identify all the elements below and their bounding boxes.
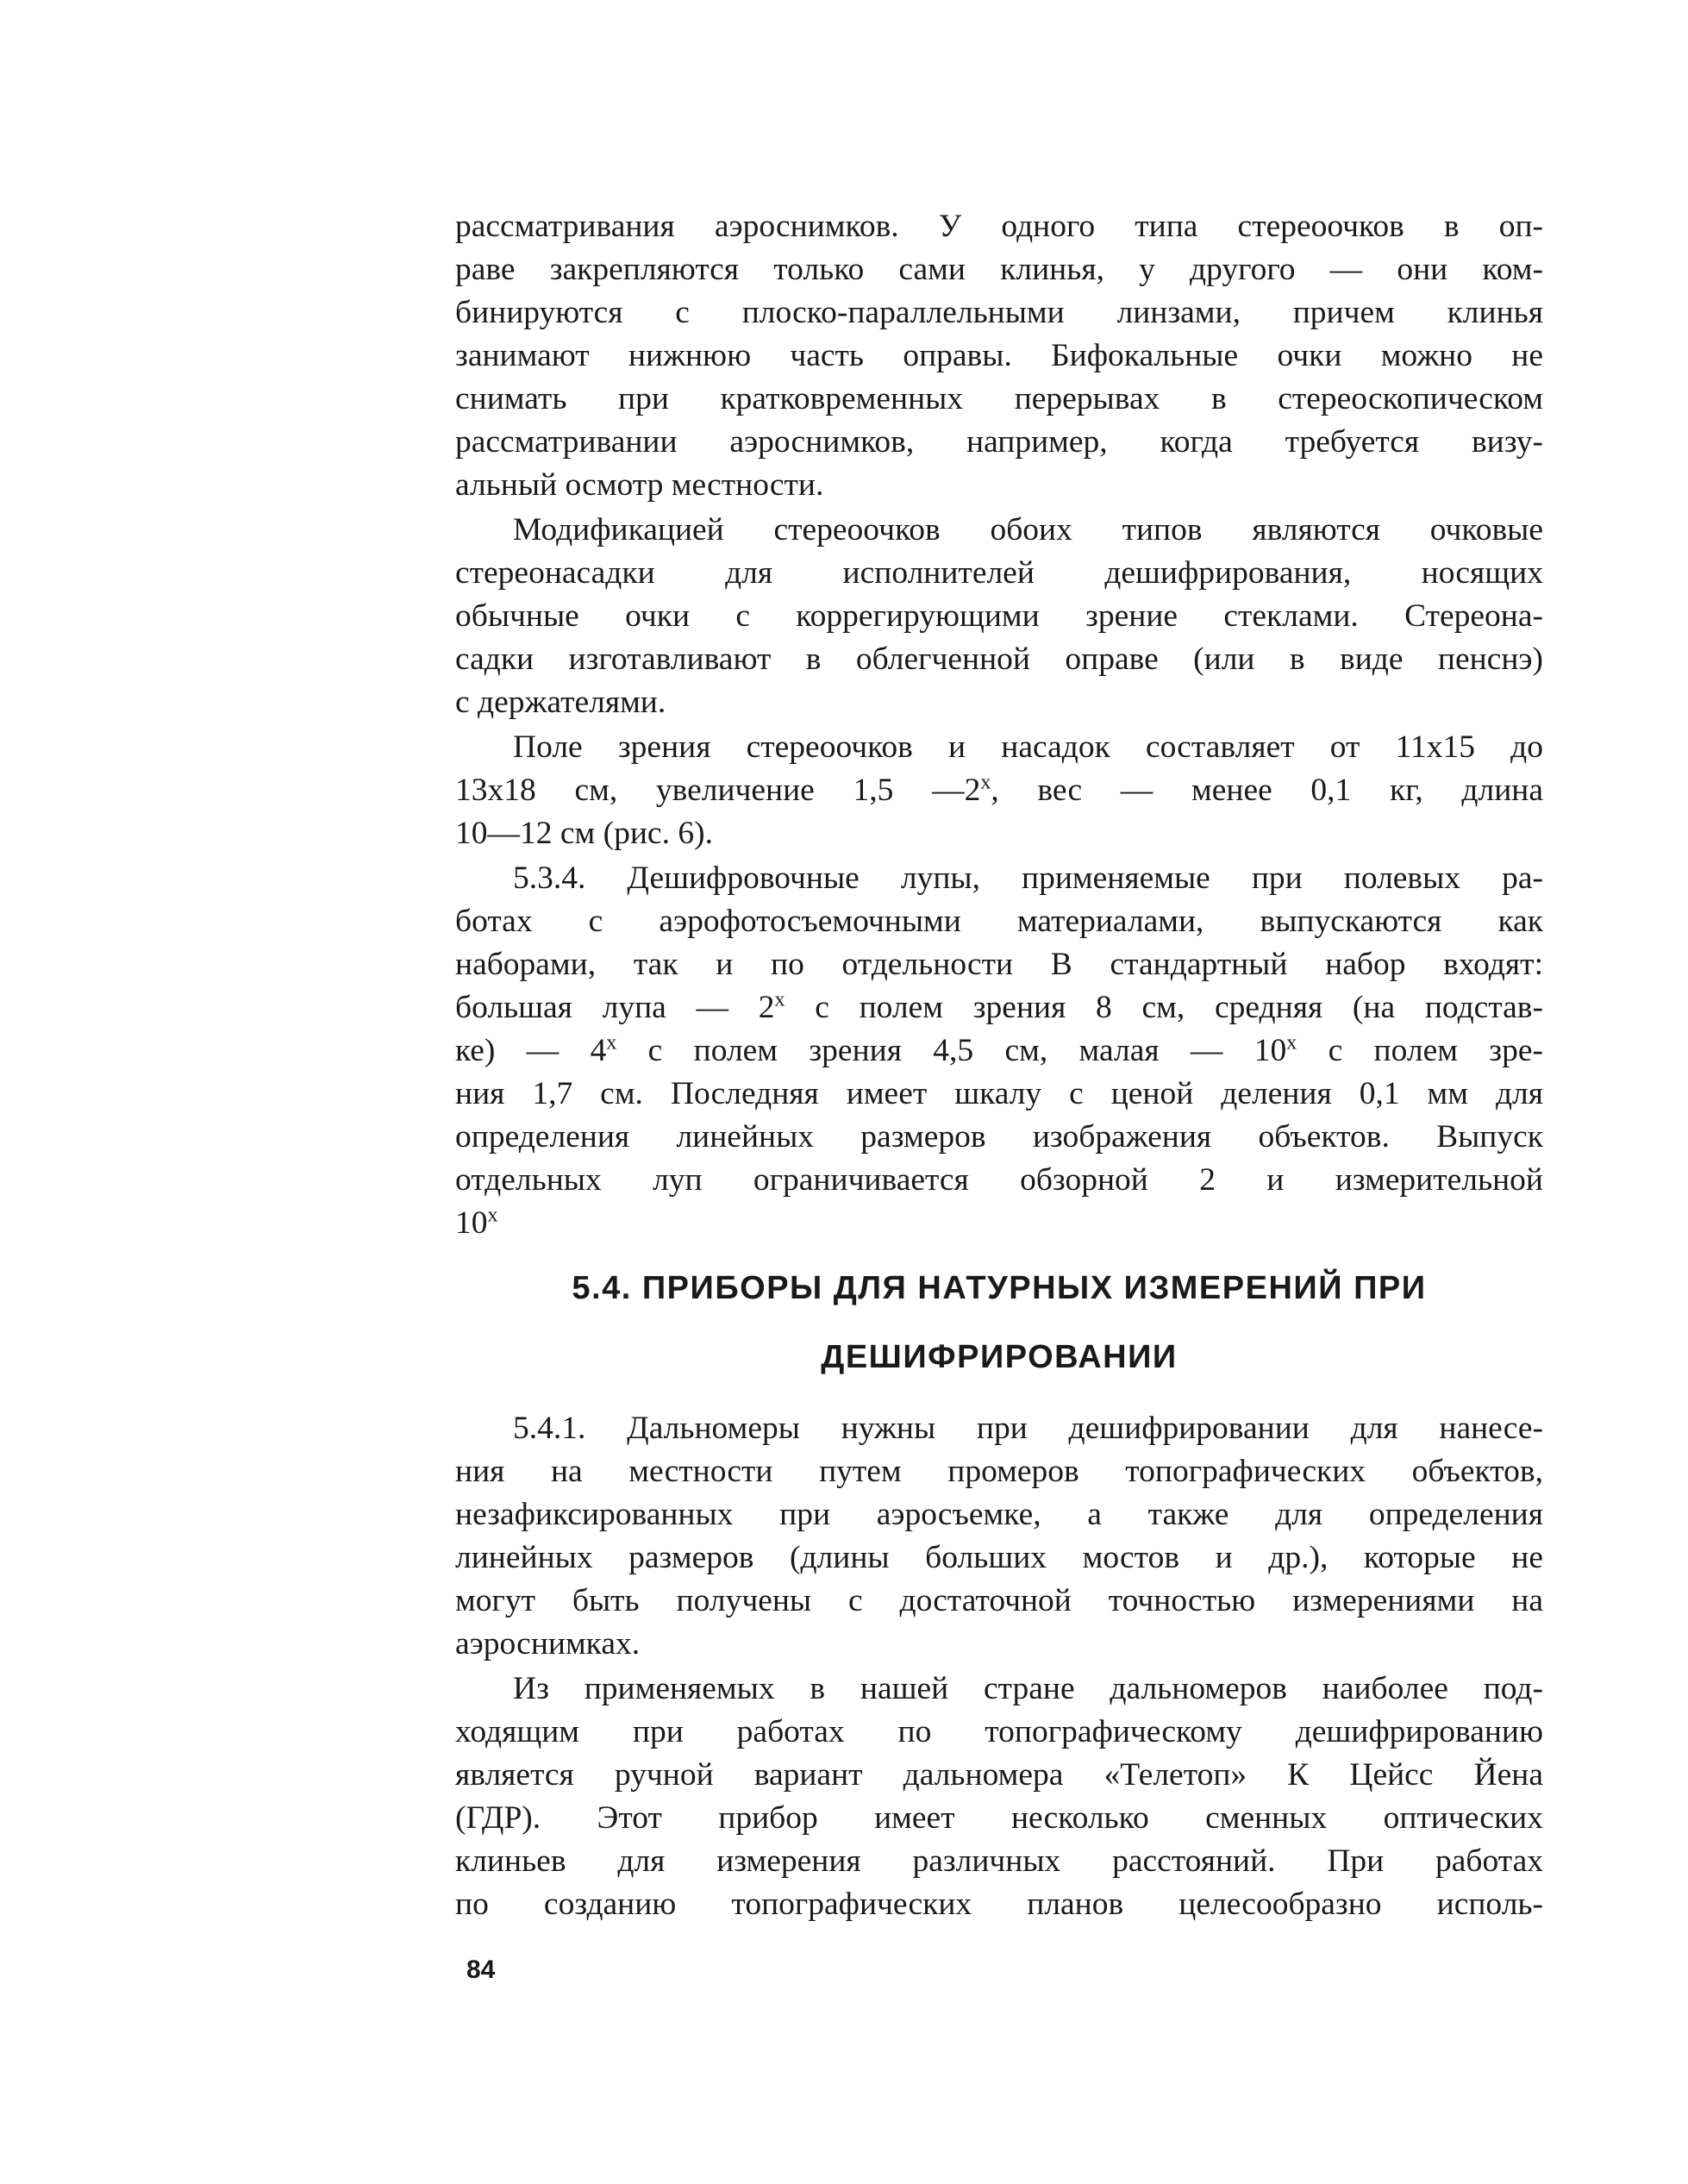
text-line: бинируются с плоско-параллельными линзами, причем клинья (455, 295, 1543, 330)
paragraph-rangefinders (455, 1407, 1543, 1666)
text-line: с держателями. (455, 685, 666, 720)
superscript: х (1286, 1031, 1297, 1054)
text-line: определения линейных размеров изображения объектов. Выпуск (455, 1119, 1543, 1155)
section-heading-line: ДЕШИФРИРОВАНИИ (821, 1339, 1178, 1375)
text-line: Из применяемых в нашей стране дальномеров наиболее под- (513, 1671, 1543, 1706)
text-line: ботах с аэрофотосъемочными материалами, выпускаются как (455, 904, 1543, 939)
text-line: клиньев для измерения различных расстояний. При работах (455, 1843, 1543, 1879)
superscript: х (774, 988, 785, 1011)
text-line: является ручной вариант дальномера «Телетоп» К Цейсс Йена (455, 1757, 1543, 1793)
text-line (455, 986, 1543, 1029)
paragraph-teletop (455, 1668, 1543, 1926)
superscript: х (606, 1031, 617, 1054)
text-fragment: 13х18 см, увеличение 1,5 —2 (455, 773, 981, 808)
text-line: незафиксированных при аэросъемке, а также для определения (455, 1497, 1543, 1532)
text-line: стереонасадки для исполнителей дешифрирования, носящих (455, 555, 1543, 591)
text-line: линейных размеров (длины больших мостов и др.), которые не (455, 1540, 1543, 1575)
superscript: х (980, 771, 991, 794)
text-line: обычные очки с коррегирующими зрение стеклами. Стереона- (455, 598, 1543, 634)
text-line: 5.3.4. Дешифровочные лупы, применяемые при полевых ра- (513, 860, 1543, 896)
page-number: 84 (466, 1956, 496, 1984)
text-fragment: большая лупа — 2 (455, 990, 775, 1025)
text-line: рассматривания аэроснимков. У одного типа стереоочков в оп- (455, 209, 1543, 244)
superscript: х (487, 1204, 498, 1227)
text-line: могут быть получены с достаточной точностью измерениями на (455, 1583, 1543, 1618)
text-line: наборами, так и по отдельности В стандартный набор входят: (455, 947, 1543, 982)
text-fragment: , вес — менее 0,1 кг, длина (991, 773, 1543, 808)
text-line: 10—12 см (рис. 6). (455, 816, 713, 851)
paragraph-stereo-attachments (455, 509, 1543, 724)
text-fragment: ке) — 4 (455, 1033, 607, 1068)
text-line: ходящим при работах по топографическому дешифрированию (455, 1714, 1543, 1749)
text-line (455, 1029, 1543, 1073)
paragraph-magnifiers (455, 857, 1543, 1245)
text-line: снимать при кратковременных перерывах в стереоскопическом (455, 381, 1543, 416)
text-line: занимают нижнюю часть оправы. Бифокальные очки можно не (455, 338, 1543, 373)
section-heading-line: 5.4. ПРИБОРЫ ДЛЯ НАТУРНЫХ ИЗМЕРЕНИЙ ПРИ (572, 1270, 1427, 1306)
text-fragment: с полем зре- (1297, 1033, 1543, 1068)
text-line: Модификацией стереоочков обоих типов являются очковые (513, 512, 1543, 548)
text-line: Поле зрения стереоочков и насадок составляет от 11х15 до (513, 729, 1543, 765)
paragraph-field-of-view (455, 726, 1543, 855)
text-line: 5.4.1. Дальномеры нужны при дешифрировании для нанесе- (513, 1411, 1543, 1446)
text-fragment: с полем зрения 8 см, средняя (на подстав- (785, 990, 1543, 1025)
text-line: рассматривании аэроснимков, например, когда требуется визу- (455, 424, 1543, 460)
text-fragment: 10 (455, 1205, 488, 1241)
text-fragment: с полем зрения 4,5 см, малая — 10 (616, 1033, 1287, 1068)
text-line: (ГДР). Этот прибор имеет несколько сменных оптических (455, 1800, 1543, 1836)
text-line: раве закрепляются только сами клинья, у другого — они ком- (455, 252, 1543, 287)
text-line: садки изготавливают в облегченной оправе (или в виде пенснэ) (455, 641, 1543, 677)
text-line (455, 769, 1543, 812)
text-line (455, 1202, 1543, 1245)
section-heading (455, 1254, 1543, 1392)
text-line: альный осмотр местности. (455, 467, 824, 503)
page-body (455, 205, 1543, 1928)
text-line: ния на местности путем промеров топографических объектов, (455, 1454, 1543, 1489)
text-line: аэроснимках. (455, 1626, 641, 1661)
text-line: ния 1,7 см. Последняя имеет шкалу с ценой деления 0,1 мм для (455, 1076, 1543, 1111)
text-line: отдельных луп ограничивается обзорной 2 и измерительной (455, 1162, 1543, 1198)
text-line: по созданию топографических планов целесообразно исполь- (455, 1887, 1543, 1922)
paragraph-stereo-glasses-types (455, 205, 1543, 507)
